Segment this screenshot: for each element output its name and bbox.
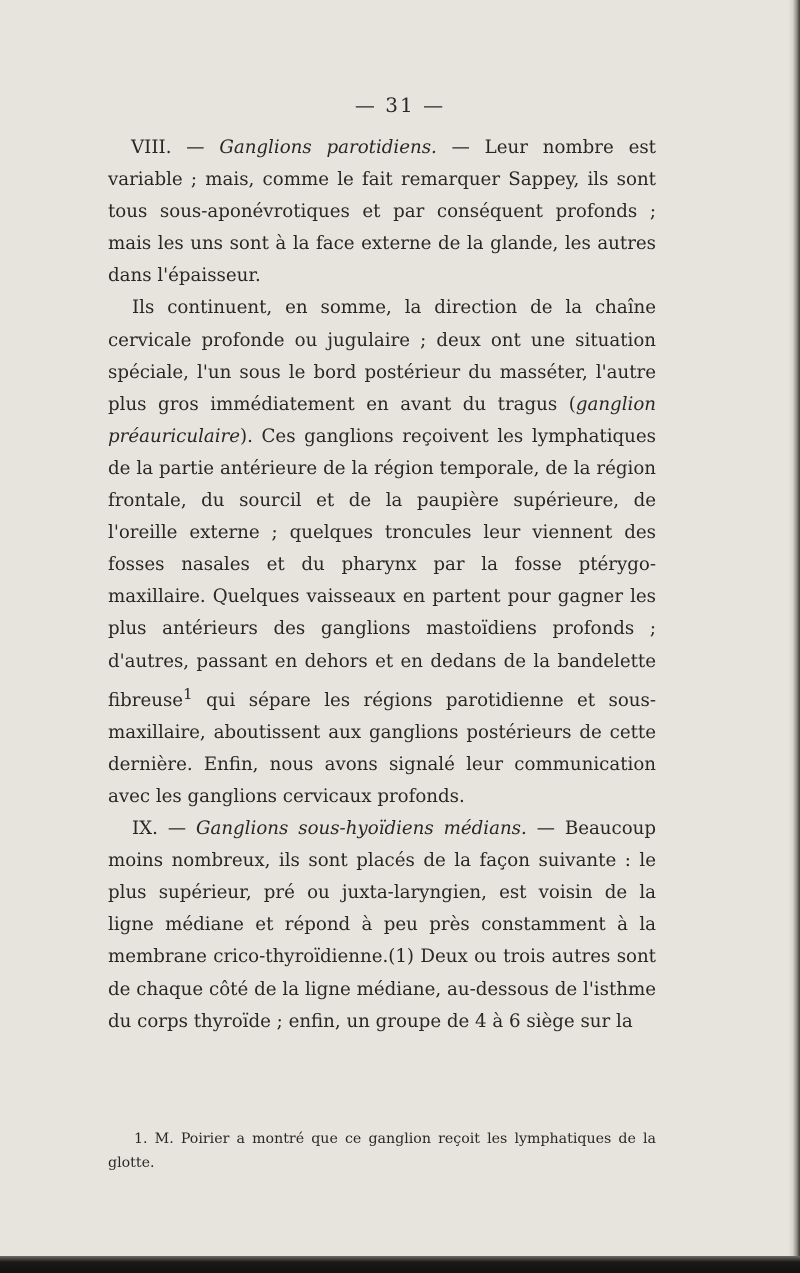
scan-bottom-border: [0, 1256, 800, 1273]
paragraph-text: Ils continuent, en somme, la direction de la chaîne cervicale profonde ou jugulaire ; deux ont une situation spéciale, l'un sous le bord postérieur du masséter, l'autre plus gros immédiatement en avant du tragus (: [108, 297, 656, 415]
paragraph-text: qui sépare les régions parotidienne et sous-maxillaire, aboutissent aux ganglions postérieurs de cette dernière. Enfin, nous avons signalé leur communication avec les ganglions cervicaux profonds.: [108, 689, 656, 807]
page-edge-shadow: [788, 0, 800, 1273]
section-title: Ganglions parotidiens.: [219, 137, 437, 158]
body-text: [108, 132, 656, 1038]
section-title: Ganglions sous-hyoïdiens médians.: [195, 818, 527, 840]
footnote-text: M. Poirier a montré que ce ganglion reçoit les lymphatiques de la glotte.: [108, 1131, 656, 1171]
paragraph-ganglions-sous-hyoidiens: [108, 813, 656, 1038]
footnote: [108, 1127, 656, 1175]
italic-term: ganglion préauriculaire: [108, 393, 656, 447]
footnote-reference: 1: [183, 684, 193, 703]
paragraph-text: — Leur nombre est variable ; mais, comme le fait remarquer Sappey, ils sont tous sous-aponévrotiques et par conséquent profonds ; mais les uns sont à la face externe de la glande, les autres dans l'épaisseur.: [108, 137, 656, 287]
footnotes: [108, 1127, 656, 1175]
paragraph-continuation: [108, 292, 656, 813]
paragraph-text: — Beaucoup moins nombreux, ils sont placés de la façon suivante : le plus supérieur, pré ou juxta-laryngien, est voisin de la ligne médiane et répond à peu près constamment à la membrane crico-thyroïdienne.(1) Deux ou trois autres sont de chaque côté de la ligne médiane, au-dessous de l'isthme du corps thyroïde ; enfin, un groupe de 4 à 6 siège sur la: [108, 818, 657, 1032]
page-number: — 31 —: [354, 93, 446, 117]
paragraph-ganglions-parotidiens: [108, 132, 656, 292]
section-numeral: IX. —: [132, 818, 196, 840]
footnote-marker: 1.: [134, 1131, 148, 1147]
section-numeral: VIII. —: [131, 137, 220, 158]
paragraph-text: ). Ces ganglions reçoivent les lymphatiques de la partie antérieure de la région temporale, de la région frontale, du sourcil et de la paupière supérieure, de l'oreille externe ; quelques troncules leur viennent des fosses nasales et du pharynx par la fosse ptérygo-maxillaire. Quelques vaisseaux en partent pour gagner les plus antérieurs des ganglions mastoïdiens profonds ; d'autres, passant en dehors et en dedans de la bandelette fibreuse: [108, 425, 656, 711]
